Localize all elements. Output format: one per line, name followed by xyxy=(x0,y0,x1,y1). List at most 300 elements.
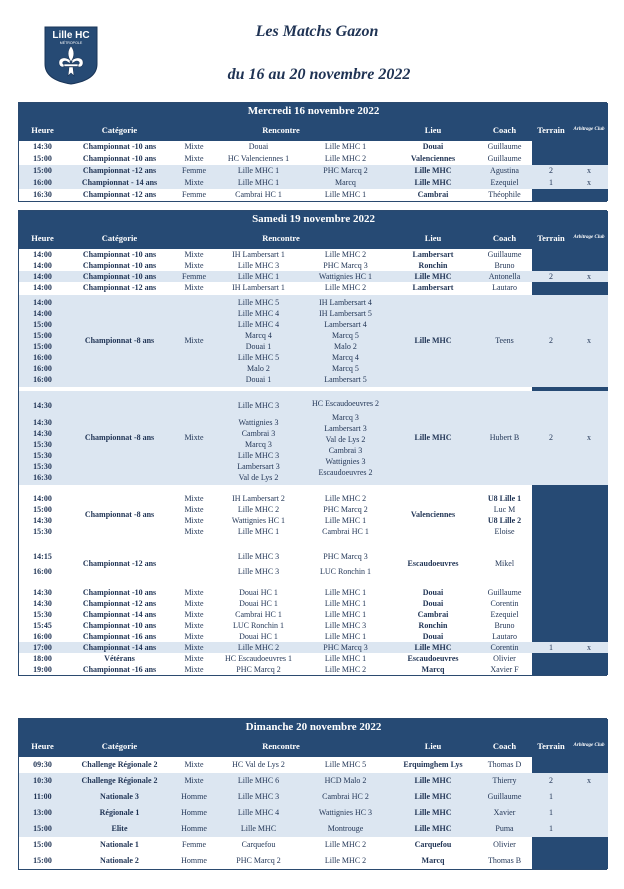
match-home-team: Cambrai HC 1 xyxy=(235,190,282,199)
match-coach: Guillaume xyxy=(487,249,522,259)
match-referee: x xyxy=(570,177,608,189)
match-away-team: Lille MHC 2 xyxy=(324,154,367,163)
match-field xyxy=(532,491,570,539)
match-gender: Mixte xyxy=(184,631,204,641)
match-category: Championnat -10 ans xyxy=(82,587,157,597)
match-referee: x xyxy=(570,391,608,485)
section-dimanche xyxy=(18,718,607,870)
col-rencontre: Rencontre xyxy=(173,735,389,757)
match-row xyxy=(19,853,608,869)
match-away-team: Marcq xyxy=(302,177,389,189)
match-away-team: Lille MHC 2 xyxy=(324,249,367,259)
col-terrain: Terrain xyxy=(532,227,570,249)
match-time-line: 15:00 xyxy=(33,331,52,340)
match-away-team-line: Lambersart 5 xyxy=(324,375,367,384)
match-coach: Lautaro xyxy=(492,282,517,292)
match-home-team: Lille MHC 1 xyxy=(215,271,302,282)
match-away-team-line: PHC Marcq 3 xyxy=(323,552,368,561)
match-coach: Agustina xyxy=(477,165,532,177)
match-time xyxy=(19,391,66,485)
match-home-team xyxy=(215,391,302,485)
match-home-team: Douai HC 1 xyxy=(239,587,278,597)
match-category: Championnat -8 ans xyxy=(84,510,155,519)
match-venue: Douai xyxy=(422,587,444,597)
match-home-team-line: Marcq 4 xyxy=(245,331,272,340)
match-category: Nationale 2 xyxy=(100,856,139,865)
match-home-team-line: Douai 1 xyxy=(245,342,272,351)
match-coach: Teens xyxy=(477,295,532,387)
match-venue: Escaudoeuvres xyxy=(407,559,459,568)
col-lieu: Lieu xyxy=(389,119,477,141)
match-home-team: Lille MHC 3 xyxy=(215,789,302,805)
match-time: 14:30 xyxy=(33,142,52,151)
match-away-team: HCD Malo 2 xyxy=(302,773,389,789)
match-field xyxy=(532,664,570,675)
match-field: 1 xyxy=(532,642,570,653)
match-away-team-line: Lille MHC 2 xyxy=(324,494,367,503)
match-home-team: Douai HC 1 xyxy=(239,631,278,641)
match-home-team-line: Lille MHC 1 xyxy=(237,527,280,536)
match-away-team: Lille MHC 2 xyxy=(324,856,367,865)
table-samedi xyxy=(19,211,608,675)
match-row xyxy=(19,189,608,201)
match-away-team: PHC Marcq 3 xyxy=(323,260,368,270)
match-category: Championnat -14 ans xyxy=(82,609,157,619)
match-home-team-line: Wattignies HC 1 xyxy=(231,516,286,525)
match-gender: Mixte xyxy=(184,260,204,270)
match-category: Nationale 3 xyxy=(66,789,173,805)
match-row xyxy=(19,664,608,675)
column-header-row xyxy=(19,227,608,249)
match-coach: Corentin xyxy=(477,642,532,653)
match-row xyxy=(19,620,608,631)
match-away-team xyxy=(302,295,389,387)
match-gender: Mixte xyxy=(184,598,204,608)
match-field xyxy=(532,620,570,631)
match-coach: Guillaume xyxy=(477,789,532,805)
col-coach: Coach xyxy=(477,735,532,757)
match-away-team: Lille MHC 2 xyxy=(324,840,367,849)
match-coach: Olivier xyxy=(493,840,516,849)
match-away-team-line: Lambersart 4 xyxy=(324,320,367,329)
match-gender: Mixte xyxy=(184,249,204,259)
col-categorie: Catégorie xyxy=(66,227,173,249)
match-gender: Femme xyxy=(182,840,206,849)
match-field: 1 xyxy=(532,789,570,805)
match-coach: Puma xyxy=(477,821,532,837)
match-gender: Mixte xyxy=(184,609,204,619)
match-home-team-line: Val de Lys 2 xyxy=(238,472,279,482)
match-referee xyxy=(570,853,608,869)
match-time: 13:00 xyxy=(19,805,66,821)
match-gender: Femme xyxy=(173,165,215,177)
match-away-team: Lille MHC 3 xyxy=(324,620,367,630)
match-row xyxy=(19,141,608,153)
match-referee xyxy=(570,631,608,642)
match-venue: Escaudoeuvres xyxy=(407,653,459,663)
match-group-row xyxy=(19,391,608,485)
match-time: 10:30 xyxy=(19,773,66,789)
match-venue: Douai xyxy=(422,631,444,641)
match-home-team: Lille MHC 1 xyxy=(215,165,302,177)
match-time: 16:00 xyxy=(19,177,66,189)
match-away-team-line: Marcq 4 xyxy=(332,353,359,362)
match-home-team xyxy=(215,295,302,387)
match-home-team-line: Malo 2 xyxy=(247,364,270,373)
match-row xyxy=(19,757,608,773)
match-away-team: Lille MHC 1 xyxy=(324,598,367,608)
match-category: Championnat -10 ans xyxy=(82,249,157,259)
match-home-team-line: Lille MHC 4 xyxy=(237,309,280,318)
match-field: 1 xyxy=(532,821,570,837)
match-away-team-line: Escaudoeuvres 2 xyxy=(318,467,373,477)
col-arbitrage: Arbitrage Club xyxy=(570,735,608,757)
spacer-cell xyxy=(215,539,302,547)
match-gender-line: Mixte xyxy=(184,505,204,514)
match-coach: Bruno xyxy=(494,620,515,630)
match-home-team: Lille MHC 4 xyxy=(215,805,302,821)
match-time: 15:00 xyxy=(33,840,52,849)
match-field xyxy=(532,249,570,260)
match-category: Championnat -10 ans xyxy=(66,271,173,282)
spacer-cell xyxy=(477,539,532,547)
match-venue: Lille MHC xyxy=(389,391,477,485)
match-field xyxy=(532,653,570,664)
match-gender: Femme xyxy=(182,190,206,199)
match-time-line: 14:15 xyxy=(33,552,52,561)
match-time-line: 14:00 xyxy=(33,309,52,318)
match-field xyxy=(532,260,570,271)
match-row xyxy=(19,598,608,609)
match-home-team xyxy=(215,547,302,581)
match-category: Championnat -14 ans xyxy=(66,642,173,653)
match-category: Championnat -16 ans xyxy=(82,664,157,674)
match-field xyxy=(532,757,570,773)
match-time: 11:00 xyxy=(19,789,66,805)
match-gender xyxy=(173,491,215,539)
match-referee: x xyxy=(570,165,608,177)
match-venue: Lille MHC xyxy=(389,295,477,387)
match-coach: Hubert B xyxy=(477,391,532,485)
match-coach: Lautaro xyxy=(492,631,517,641)
match-time: 19:00 xyxy=(33,664,52,674)
col-heure: Heure xyxy=(19,119,66,141)
col-rencontre: Rencontre xyxy=(173,227,389,249)
match-home-team-line: Marcq 3 xyxy=(245,439,272,449)
match-time-line: 15:30 xyxy=(33,527,52,536)
match-venue: Lille MHC xyxy=(389,805,477,821)
match-time: 18:00 xyxy=(33,653,52,663)
match-gender: Mixte xyxy=(184,620,204,630)
match-gender: Homme xyxy=(181,856,207,865)
match-referee xyxy=(570,153,608,165)
match-row xyxy=(19,587,608,598)
match-referee xyxy=(570,547,608,581)
match-away-team-line: Cambrai HC 1 xyxy=(322,527,369,536)
logo-subtext: MÉTROPOLE xyxy=(59,41,83,45)
col-categorie: Catégorie xyxy=(66,735,173,757)
match-time-line: 14:30 xyxy=(33,428,52,438)
match-coach: Mikel xyxy=(494,559,515,568)
match-coach: Xavier F xyxy=(490,664,519,674)
match-time: 16:30 xyxy=(33,190,52,199)
match-home-team-line: IH Lambersart 2 xyxy=(232,494,285,503)
match-row xyxy=(19,653,608,664)
match-home-team-line: Lille MHC 3 xyxy=(237,400,280,410)
match-venue: Lille MHC xyxy=(389,821,477,837)
match-field xyxy=(532,609,570,620)
match-home-team-line: Lille MHC 3 xyxy=(237,450,280,460)
match-time xyxy=(19,295,66,387)
match-row xyxy=(19,271,608,282)
match-row xyxy=(19,789,608,805)
section-title: Mercredi 16 novembre 2022 xyxy=(19,103,608,119)
match-referee xyxy=(570,789,608,805)
match-gender: Mixte xyxy=(173,773,215,789)
match-coach: Thierry xyxy=(477,773,532,789)
match-gender: Mixte xyxy=(184,664,204,674)
match-referee xyxy=(570,249,608,260)
match-venue: Lille MHC xyxy=(389,773,477,789)
match-gender: Mixte xyxy=(184,154,204,163)
match-time-line: 14:30 xyxy=(33,400,52,410)
match-referee xyxy=(570,653,608,664)
match-venue: Douai xyxy=(422,142,444,151)
match-row xyxy=(19,837,608,853)
match-category: Challenge Régionale 2 xyxy=(81,760,158,769)
match-field: 2 xyxy=(532,391,570,485)
col-terrain: Terrain xyxy=(532,119,570,141)
match-referee xyxy=(570,260,608,271)
page-subtitle: du 16 au 20 novembre 2022 xyxy=(227,66,411,83)
match-time: 14:00 xyxy=(33,282,52,292)
col-arbitrage: Arbitrage Club xyxy=(570,227,608,249)
match-coach: Antonella xyxy=(477,271,532,282)
match-group-row xyxy=(19,295,608,387)
match-away-team-line: Val de Lys 2 xyxy=(325,434,366,444)
match-away-team: Montrouge xyxy=(302,821,389,837)
match-away-team-line: Marcq 3 xyxy=(332,412,359,422)
match-away-team-line: Marcq 5 xyxy=(332,364,359,373)
match-home-team-line: Wattignies 3 xyxy=(238,417,279,427)
match-time-line: 14:00 xyxy=(33,298,52,307)
match-away-team: Wattignies HC 1 xyxy=(302,271,389,282)
page-title: Les Matchs Gazon xyxy=(255,23,379,40)
match-coach: Guillaume xyxy=(487,587,522,597)
match-field: 2 xyxy=(532,773,570,789)
match-coach: Thomas B xyxy=(487,856,522,865)
match-row xyxy=(19,821,608,837)
match-gender: Homme xyxy=(173,789,215,805)
match-venue: Lambersart xyxy=(412,249,454,259)
match-referee xyxy=(570,587,608,598)
spacer-cell xyxy=(302,539,389,547)
match-coach: Olivier xyxy=(493,653,516,663)
match-category: Championnat -10 ans xyxy=(82,620,157,630)
match-referee xyxy=(570,757,608,773)
match-home-team: IH Lambersart 1 xyxy=(232,249,285,259)
match-row xyxy=(19,282,608,293)
match-time-line: 15:30 xyxy=(33,450,52,460)
match-field xyxy=(532,189,570,201)
match-coach: Guillaume xyxy=(487,142,522,151)
match-gender: Mixte xyxy=(184,653,204,663)
match-coach-line: U8 Lille 1 xyxy=(487,494,522,503)
match-time-line: 15:30 xyxy=(33,461,52,471)
match-venue: Ronchin xyxy=(418,260,448,270)
match-away-team: Cambrai HC 2 xyxy=(302,789,389,805)
match-away-team: Lille MHC 2 xyxy=(324,664,367,674)
match-venue: Carquefou xyxy=(414,840,452,849)
match-category: Championnat -8 ans xyxy=(66,295,173,387)
match-away-team-line: Lambersart 3 xyxy=(324,423,367,433)
match-gender: Mixte xyxy=(184,142,204,151)
match-away-team-line: LUC Ronchin 1 xyxy=(319,567,372,576)
match-time-line: 16:30 xyxy=(33,472,52,482)
match-home-team-line: Lille MHC 5 xyxy=(237,353,280,362)
match-home-team: Cambrai HC 1 xyxy=(235,609,282,619)
match-home-team: Lille MHC 2 xyxy=(215,642,302,653)
match-row xyxy=(19,165,608,177)
match-category: Nationale 1 xyxy=(100,840,139,849)
match-venue: Marcq xyxy=(421,664,445,674)
match-home-team-line: Lille MHC 3 xyxy=(237,567,280,576)
match-home-team: Lille MHC 6 xyxy=(215,773,302,789)
match-category: Challenge Régionale 2 xyxy=(66,773,173,789)
spacer-cell xyxy=(570,539,608,547)
match-gender-line: Mixte xyxy=(184,516,204,525)
spacer-cell xyxy=(389,539,477,547)
match-coach-line: U8 Lille 2 xyxy=(487,516,522,525)
match-home-team-line: Lambersart 3 xyxy=(237,461,280,471)
match-venue: Lille MHC xyxy=(389,642,477,653)
match-referee xyxy=(570,620,608,631)
match-group-row xyxy=(19,491,608,539)
match-time-line: 16:00 xyxy=(33,567,52,576)
col-heure: Heure xyxy=(19,227,66,249)
match-away-team-line: IH Lambersart 4 xyxy=(319,298,372,307)
match-row xyxy=(19,631,608,642)
match-category: Championnat -10 ans xyxy=(82,154,157,163)
match-row xyxy=(19,153,608,165)
row-spacer xyxy=(19,539,608,547)
match-row xyxy=(19,177,608,189)
match-home-team: Lille MHC 3 xyxy=(237,260,280,270)
match-field: 2 xyxy=(532,165,570,177)
col-rencontre: Rencontre xyxy=(173,119,389,141)
match-venue: Lambersart xyxy=(412,282,454,292)
match-group-row xyxy=(19,547,608,581)
match-away-team: Lille MHC 2 xyxy=(324,282,367,292)
match-home-team: PHC Marcq 2 xyxy=(236,664,281,674)
match-referee xyxy=(570,664,608,675)
match-category: Championnat -12 ans xyxy=(82,598,157,608)
match-away-team: Lille MHC 1 xyxy=(324,631,367,641)
match-home-team: Douai xyxy=(248,142,269,151)
match-field xyxy=(532,631,570,642)
match-referee xyxy=(570,609,608,620)
match-referee xyxy=(570,598,608,609)
match-time: 15:00 xyxy=(33,154,52,163)
match-home-team: LUC Ronchin 1 xyxy=(232,620,285,630)
match-field: 2 xyxy=(532,271,570,282)
col-coach: Coach xyxy=(477,119,532,141)
match-coach: Théophile xyxy=(488,190,521,199)
match-home-team-line: Douai 1 xyxy=(245,375,272,384)
match-referee xyxy=(570,141,608,153)
match-away-team: Lille MHC 1 xyxy=(324,190,367,199)
match-venue: Erquimghem Lys xyxy=(403,760,463,769)
match-coach xyxy=(477,491,532,539)
match-field xyxy=(532,547,570,581)
match-category: Régionale 1 xyxy=(66,805,173,821)
match-away-team-line: IH Lambersart 5 xyxy=(319,309,372,318)
match-away-team: Lille MHC 1 xyxy=(324,587,367,597)
match-gender: Mixte xyxy=(173,177,215,189)
match-home-team-line: Lille MHC 2 xyxy=(237,505,280,514)
match-home-team: Carquefou xyxy=(241,840,276,849)
match-venue: Cambrai xyxy=(417,190,449,199)
match-venue: Lille MHC xyxy=(389,165,477,177)
match-home-team: Douai HC 1 xyxy=(239,598,278,608)
match-home-team: Lille MHC 1 xyxy=(215,177,302,189)
match-time: 17:00 xyxy=(19,642,66,653)
match-home-team-line: Lille MHC 4 xyxy=(237,320,280,329)
match-time: 16:00 xyxy=(33,631,52,641)
match-time: 15:00 xyxy=(33,856,52,865)
spacer-cell xyxy=(19,539,66,547)
match-referee: x xyxy=(570,773,608,789)
match-away-team-line: Lille MHC 1 xyxy=(324,516,367,525)
match-time-line: 15:00 xyxy=(33,342,52,351)
match-referee xyxy=(570,189,608,201)
match-time: 14:30 xyxy=(33,598,52,608)
table-dimanche xyxy=(19,719,608,869)
spacer-cell xyxy=(66,539,173,547)
match-category: Vétérans xyxy=(104,653,135,663)
match-coach-line: Eloise xyxy=(494,527,515,536)
match-time-line: 14:00 xyxy=(33,494,52,503)
col-terrain: Terrain xyxy=(532,735,570,757)
match-gender: Mixte xyxy=(173,391,215,485)
match-away-team: PHC Marcq 2 xyxy=(302,165,389,177)
match-gender-line: Mixte xyxy=(184,527,204,536)
match-gender: Homme xyxy=(173,805,215,821)
match-coach: Thomas D xyxy=(487,760,522,769)
match-gender-line: Mixte xyxy=(184,494,204,503)
match-coach-line: Luc M xyxy=(493,505,516,514)
match-coach: Guillaume xyxy=(487,154,522,163)
match-gender: Mixte xyxy=(184,587,204,597)
match-time-line: 15:00 xyxy=(33,320,52,329)
match-home-team xyxy=(215,491,302,539)
match-gender: Mixte xyxy=(184,282,204,292)
match-venue: Ronchin xyxy=(418,620,448,630)
match-time-line: 16:00 xyxy=(33,353,52,362)
match-venue: Lille MHC xyxy=(389,789,477,805)
match-time: 09:30 xyxy=(33,760,52,769)
match-time: 14:00 xyxy=(33,260,52,270)
col-lieu: Lieu xyxy=(389,227,477,249)
match-home-team: IH Lambersart 1 xyxy=(232,282,285,292)
match-away-team xyxy=(302,491,389,539)
match-time-line: 15:30 xyxy=(33,439,52,449)
match-venue: Marcq xyxy=(421,856,445,865)
match-row xyxy=(19,249,608,260)
match-time: 15:45 xyxy=(33,620,52,630)
table-mercredi xyxy=(19,103,608,201)
match-field xyxy=(532,153,570,165)
